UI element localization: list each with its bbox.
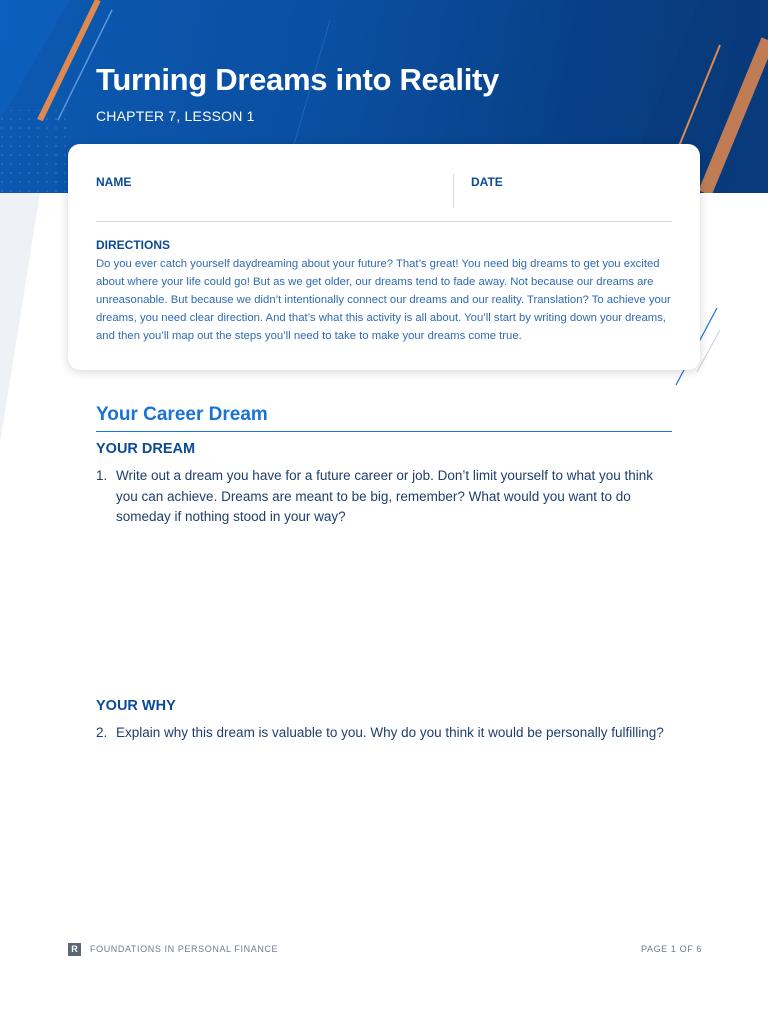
footer	[68, 942, 702, 958]
banner-shade	[0, 0, 70, 120]
brand-logo: R	[68, 943, 81, 956]
name-label: NAME	[96, 175, 132, 189]
directions-text: Do you ever catch yourself daydreaming about your future? That’s great! You need big dreams to get you excited about where your life could go! But as we get older, our dreams tend to fade away. Not because our dreams are unreasonable. But because we didn’t intentionally connect our dreams and our reality. Translation? To achieve your dreams, you need clear direction. And that’s what this activity is all about. You’ll start by writing down your dreams, and then you’ll map out the steps you’ll need to take to make your dreams come true.	[96, 258, 671, 342]
section-title: Your Career Dream	[96, 404, 268, 425]
field-divider	[453, 174, 454, 208]
directions-label: DIRECTIONS	[96, 238, 171, 252]
page-number: PAGE 1 OF 6	[641, 944, 702, 954]
left-wedge-decoration	[0, 193, 40, 453]
footer-brand: FOUNDATIONS IN PERSONAL FINANCE	[90, 944, 279, 954]
date-label: DATE	[471, 175, 503, 189]
question-1	[96, 466, 672, 528]
document-subtitle: CHAPTER 7, LESSON 1	[96, 108, 255, 124]
card-divider	[96, 221, 672, 222]
question-number: 2.	[96, 725, 108, 740]
question-text: Explain why this dream is valuable to you. Why do you think it would be personally fulfilling?	[116, 725, 664, 740]
your-why-heading: YOUR WHY	[96, 698, 176, 714]
info-card	[68, 144, 700, 370]
question-text: Write out a dream you have for a future career or job. Don’t limit yourself to what you think you can achieve. Dreams are meant to be big, remember? What would you want to do someday if nothing stood in your way?	[116, 468, 654, 524]
question-2	[96, 723, 672, 744]
your-dream-heading: YOUR DREAM	[96, 441, 196, 457]
question-number: 1.	[96, 468, 108, 483]
document-title: Turning Dreams into Reality	[96, 62, 499, 97]
dot-pattern	[0, 110, 70, 193]
section-rule	[96, 431, 672, 432]
